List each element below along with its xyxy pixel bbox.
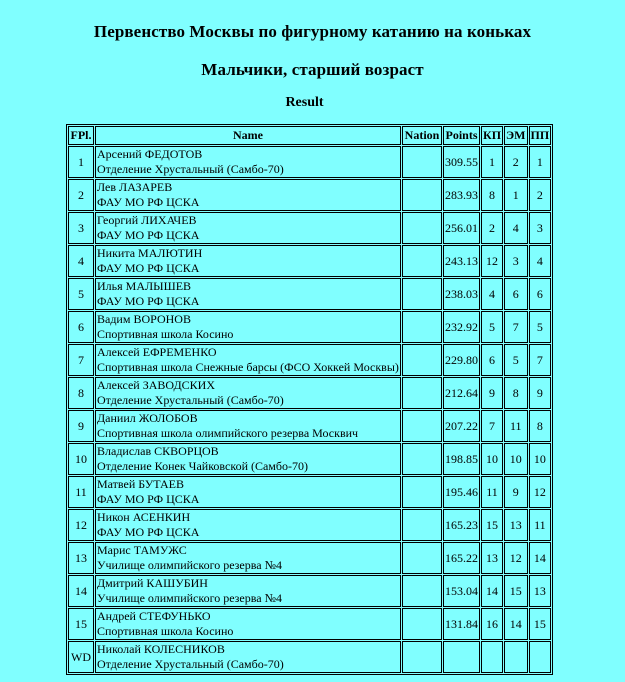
skater-cell [95,179,401,211]
nation-cell [402,344,442,376]
em-cell: 11 [504,410,527,442]
table-row [68,245,551,277]
pp-cell: 12 [529,476,552,508]
pp-cell: 4 [529,245,552,277]
skater-club: Спортивная школа Косино [97,624,234,638]
skater-cell [95,377,401,409]
skater-name: Арсений ФЕДОТОВ [97,147,203,161]
pp-cell: 11 [529,509,552,541]
kp-cell: 1 [481,146,503,178]
pp-cell: 15 [529,608,552,640]
em-cell: 15 [504,575,527,607]
skater-cell [95,212,401,244]
pp-cell: 9 [529,377,552,409]
nation-cell [402,179,442,211]
placement-cell: 15 [68,608,94,640]
kp-cell: 7 [481,410,503,442]
em-cell: 3 [504,245,527,277]
em-cell: 2 [504,146,527,178]
table-row [68,476,551,508]
kp-cell: 4 [481,278,503,310]
skater-club: Отделение Хрустальный (Самбо-70) [97,393,284,407]
nation-cell [402,245,442,277]
skater-name: Дмитрий КАШУБИН [97,576,208,590]
skater-club: ФАУ МО РФ ЦСКА [97,261,200,275]
skater-name: Георгий ЛИХАЧЕВ [97,213,197,227]
placement-cell: 13 [68,542,94,574]
skater-name: Вадим ВОРОНОВ [97,312,191,326]
skater-cell [95,245,401,277]
skater-cell [95,509,401,541]
kp-cell: 6 [481,344,503,376]
em-cell: 9 [504,476,527,508]
table-row [68,179,551,211]
placement-cell: 11 [68,476,94,508]
kp-cell: 13 [481,542,503,574]
column-header-fpl: FPl. [68,126,94,145]
skater-club: Отделение Конек Чайковской (Самбо-70) [97,459,309,473]
results-body [68,146,551,673]
table-row [68,344,551,376]
skater-name: Алексей ЗАВОДСКИХ [97,378,216,392]
table-row [68,410,551,442]
table-row [68,641,551,673]
table-row [68,377,551,409]
em-cell: 10 [504,443,527,475]
skater-name: Лев ЛАЗАРЕВ [97,180,173,194]
skater-club: Спортивная школа олимпийского резерва Москвич [97,426,359,440]
pp-cell: 6 [529,278,552,310]
skater-name: Никон АСЕНКИН [97,510,191,524]
points-cell: 207.22 [443,410,480,442]
table-row [68,146,551,178]
skater-cell [95,542,401,574]
points-cell: 131.84 [443,608,480,640]
em-cell: 12 [504,542,527,574]
table-row [68,509,551,541]
table-row [68,278,551,310]
skater-cell [95,476,401,508]
skater-cell [95,278,401,310]
skater-name: Николай КОЛЕСНИКОВ [97,642,225,656]
points-cell: 309.55 [443,146,480,178]
points-cell: 229.80 [443,344,480,376]
skater-cell [95,146,401,178]
skater-cell [95,608,401,640]
kp-cell: 5 [481,311,503,343]
points-cell: 243.13 [443,245,480,277]
skater-name: Даниил ЖОЛОБОВ [97,411,198,425]
points-cell [443,641,480,673]
table-row [68,542,551,574]
nation-cell [402,146,442,178]
kp-cell: 14 [481,575,503,607]
points-cell: 256.01 [443,212,480,244]
points-cell: 232.92 [443,311,480,343]
skater-club: ФАУ МО РФ ЦСКА [97,228,200,242]
kp-cell: 16 [481,608,503,640]
nation-cell [402,476,442,508]
category-subtitle: Мальчики, старший возраст [201,60,424,79]
placement-cell: 6 [68,311,94,343]
kp-cell: 10 [481,443,503,475]
skater-cell [95,575,401,607]
kp-cell: 15 [481,509,503,541]
points-cell: 195.46 [443,476,480,508]
table-row [68,311,551,343]
pp-cell: 13 [529,575,552,607]
kp-cell: 12 [481,245,503,277]
skater-club: ФАУ МО РФ ЦСКА [97,492,200,506]
placement-cell: 3 [68,212,94,244]
nation-cell [402,410,442,442]
table-row [68,443,551,475]
nation-cell [402,509,442,541]
placement-cell: 1 [68,146,94,178]
nation-cell [402,641,442,673]
pp-cell: 1 [529,146,552,178]
placement-cell: 5 [68,278,94,310]
skater-club: ФАУ МО РФ ЦСКА [97,294,200,308]
em-cell: 13 [504,509,527,541]
points-cell: 153.04 [443,575,480,607]
em-cell: 4 [504,212,527,244]
column-header-em: ЭМ [504,126,527,145]
column-header-kp: КП [481,126,503,145]
pp-cell [529,641,552,673]
skater-name: Матвей БУТАЕВ [97,477,184,491]
placement-cell: 4 [68,245,94,277]
kp-cell [481,641,503,673]
skater-club: Спортивная школа Снежные барсы (ФСО Хоккей Москвы) [97,360,399,374]
placement-cell: 7 [68,344,94,376]
placement-cell: 8 [68,377,94,409]
pp-cell: 10 [529,443,552,475]
skater-club: Училище олимпийского резерва №4 [97,558,283,572]
skater-cell [95,443,401,475]
em-cell: 5 [504,344,527,376]
placement-cell: WD [68,641,94,673]
pp-cell: 3 [529,212,552,244]
em-cell: 6 [504,278,527,310]
pp-cell: 2 [529,179,552,211]
skater-club: Отделение Хрустальный (Самбо-70) [97,162,284,176]
skater-club: Отделение Хрустальный (Самбо-70) [97,657,284,671]
skater-club: ФАУ МО РФ ЦСКА [97,195,200,209]
results-table [66,124,553,675]
column-header-pp: ПП [529,126,552,145]
table-header-row [68,126,551,145]
placement-cell: 10 [68,443,94,475]
nation-cell [402,575,442,607]
skater-cell [95,311,401,343]
em-cell: 7 [504,311,527,343]
skater-club: Училище олимпийского резерва №4 [97,591,283,605]
skater-club: Спортивная школа Косино [97,327,234,341]
kp-cell: 8 [481,179,503,211]
skater-name: Илья МАЛЫШЕВ [97,279,192,293]
placement-cell: 12 [68,509,94,541]
kp-cell: 11 [481,476,503,508]
column-header-nation: Nation [402,126,442,145]
result-heading: Result [285,95,324,110]
table-row [68,575,551,607]
points-cell: 165.22 [443,542,480,574]
points-cell: 198.85 [443,443,480,475]
page-title: Первенство Москвы по фигурному катанию на коньках [93,22,532,41]
kp-cell: 9 [481,377,503,409]
skater-name: Никита МАЛЮТИН [97,246,203,260]
placement-cell: 14 [68,575,94,607]
placement-cell: 9 [68,410,94,442]
nation-cell [402,608,442,640]
nation-cell [402,377,442,409]
pp-cell: 5 [529,311,552,343]
pp-cell: 7 [529,344,552,376]
table-row [68,608,551,640]
skater-cell [95,641,401,673]
skater-name: Владислав СКВОРЦОВ [97,444,219,458]
skater-name: Марис ТАМУЖС [97,543,187,557]
points-cell: 165.23 [443,509,480,541]
points-cell: 212.64 [443,377,480,409]
skater-cell [95,410,401,442]
points-cell: 283.93 [443,179,480,211]
skater-name: Андрей СТЕФУНЬКО [97,609,211,623]
em-cell: 14 [504,608,527,640]
em-cell [504,641,527,673]
column-header-points: Points [443,126,480,145]
nation-cell [402,311,442,343]
em-cell: 1 [504,179,527,211]
nation-cell [402,278,442,310]
pp-cell: 8 [529,410,552,442]
placement-cell: 2 [68,179,94,211]
nation-cell [402,212,442,244]
skater-cell [95,344,401,376]
table-row [68,212,551,244]
kp-cell: 2 [481,212,503,244]
skater-name: Алексей ЕФРЕМЕНКО [97,345,217,359]
em-cell: 8 [504,377,527,409]
nation-cell [402,443,442,475]
pp-cell: 14 [529,542,552,574]
column-header-name: Name [95,126,401,145]
nation-cell [402,542,442,574]
points-cell: 238.03 [443,278,480,310]
skater-club: ФАУ МО РФ ЦСКА [97,525,200,539]
